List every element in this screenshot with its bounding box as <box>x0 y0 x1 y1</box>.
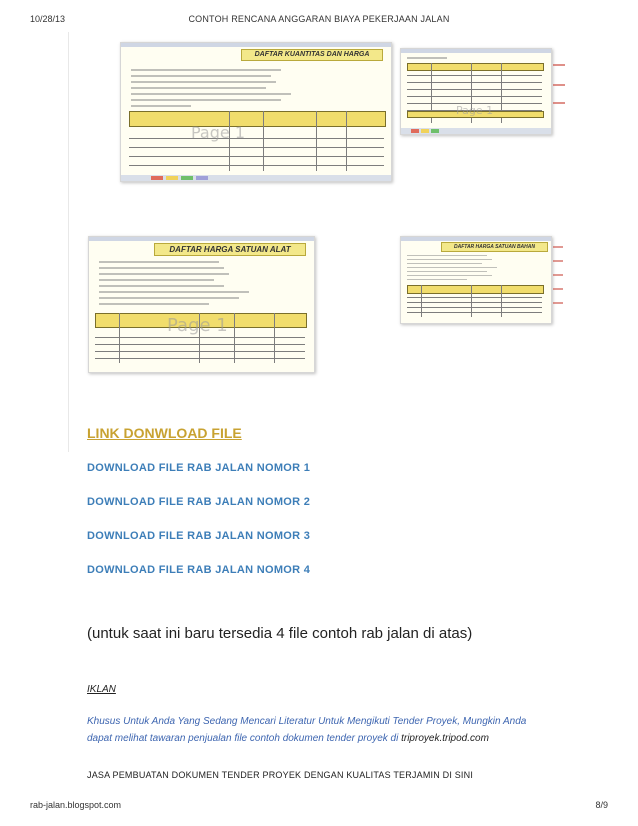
page-watermark: Page 1 <box>191 123 245 142</box>
download-link-4[interactable]: DOWNLOAD FILE RAB JALAN NOMOR 4 <box>87 564 311 576</box>
page-watermark: Page 1 <box>456 104 494 117</box>
margin-divider <box>68 32 69 452</box>
download-link-3[interactable]: DOWNLOAD FILE RAB JALAN NOMOR 3 <box>87 530 311 542</box>
red-side-notes <box>553 64 567 114</box>
jasa-link[interactable]: JASA PEMBUATAN DOKUMEN TENDER PROYEK DENGAN KUALITAS TERJAMIN DI SINI <box>87 770 474 780</box>
footer-page-number: 8/9 <box>595 800 608 810</box>
download-link-1[interactable]: DOWNLOAD FILE RAB JALAN NOMOR 1 <box>87 462 311 474</box>
print-date: 10/28/13 <box>30 14 66 24</box>
image-daftar-kuantitas[interactable] <box>120 42 392 182</box>
link-download-heading[interactable]: LINK DONWLOAD FILE <box>87 425 242 441</box>
promo-site-link[interactable]: triproyek.tripod.com <box>401 733 489 744</box>
promo-paragraph <box>87 713 547 747</box>
sheet-title: DAFTAR HARGA SATUAN ALAT <box>154 243 306 256</box>
promo-text: Khusus Untuk Anda Yang Sedang Mencari Literatur Untuk Mengikuti Tender Proyek, Mungkin Anda dapat melihat tawaran penjualan file contoh dokumen tender proyek di <box>87 716 527 744</box>
iklan-label: IKLAN <box>87 684 116 695</box>
image-rab-sheet[interactable] <box>400 48 552 135</box>
image-daftar-harga-alat[interactable] <box>88 236 315 373</box>
page-watermark: Page 1 <box>167 315 228 336</box>
download-link-2[interactable]: DOWNLOAD FILE RAB JALAN NOMOR 2 <box>87 496 311 508</box>
sheet-title: DAFTAR KUANTITAS DAN HARGA <box>241 49 383 61</box>
red-side-notes <box>553 246 567 316</box>
footer-url: rab-jalan.blogspot.com <box>30 800 122 810</box>
image-daftar-harga-bahan[interactable] <box>400 236 552 324</box>
sheet-title: DAFTAR HARGA SATUAN BAHAN <box>441 242 548 252</box>
page-header-title: CONTOH RENCANA ANGGARAN BIAYA PEKERJAAN JALAN <box>188 14 450 24</box>
availability-note: (untuk saat ini baru tersedia 4 file contoh rab jalan di atas) <box>87 625 473 642</box>
